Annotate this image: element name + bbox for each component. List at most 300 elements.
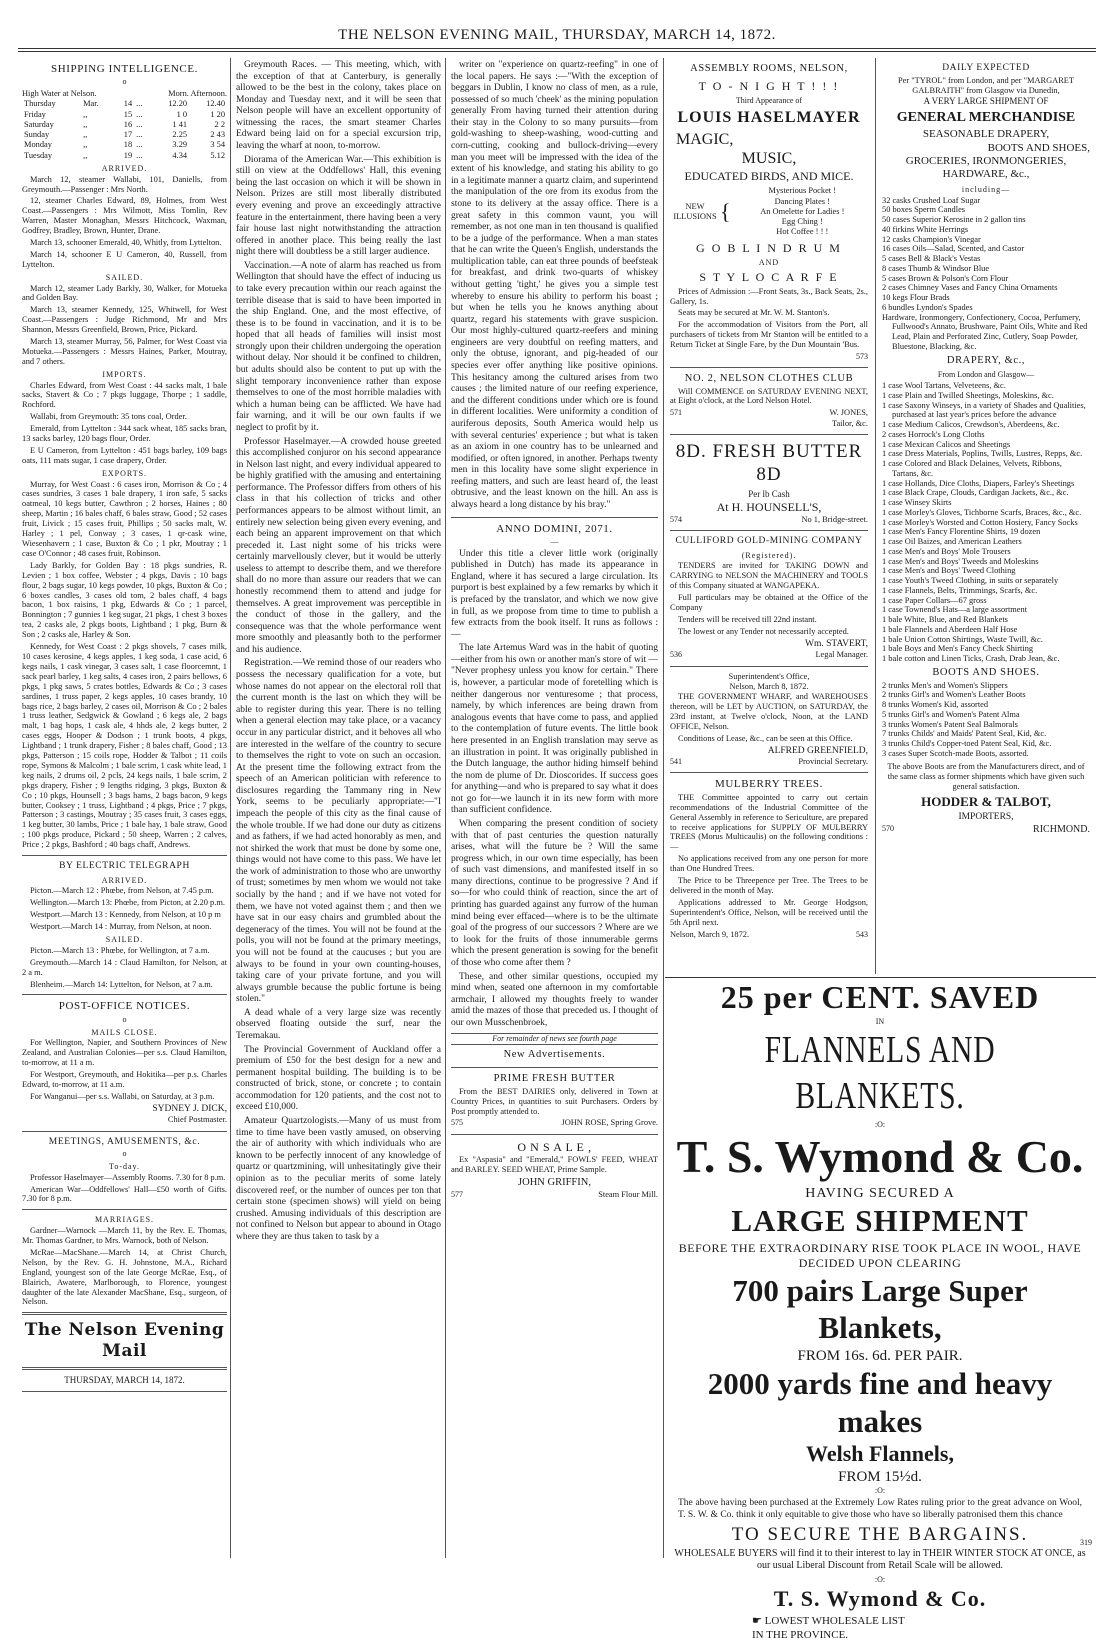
ornament: :O: <box>874 1119 886 1129</box>
drapery-item: 1 case Youth's Tweed Clothing, in suits or separately <box>882 576 1059 586</box>
meetings-heading: MEETINGS, AMUSEMENTS, &c. <box>48 1136 201 1147</box>
hodder-footer <box>882 824 1090 836</box>
merchandise-list <box>882 196 1090 352</box>
wholesale-note: WHOLESALE BUYERS will find it to their interest to lay in THEIR WINTER STOCK AT ONCE, as our usual Liberal Discount from Retail Scale will be allowed. <box>674 1548 1086 1572</box>
column-5 <box>882 60 1090 975</box>
drapery-item: 1 case Men's and Boys' Mole Trousers <box>882 546 1011 556</box>
tide-day: Monday <box>24 140 52 150</box>
fresh-butter-heading: 8D. FRESH BUTTER 8D <box>675 440 863 486</box>
drapery-item: 1 case Black Crape, Clouds, Cardigan Jackets, &c., &c. <box>882 488 1069 498</box>
assembly-heading: ASSEMBLY ROOMS, NELSON, <box>690 63 848 74</box>
groceries: GROCERIES, IRONMONGERIES, <box>905 154 1067 167</box>
music-label: MUSIC, <box>741 150 797 168</box>
today-heading: To-day. <box>108 1161 141 1171</box>
news-paragraph: Diorama of the American War.—This exhibition is still on view at the Oddfellows' Hall, this evening being the last occasion on which it will be shown in Nelson. Prizes are still most liberally distributed every evening and prove an exceedingly attractive feature in the entertainment, there having been a very fair house last night notwithstanding the attraction offered in another place. This being really the last night there will doubtless be a still larger audience. <box>236 154 441 258</box>
sailed-heading: SAILED. <box>105 272 144 282</box>
tide-row <box>22 140 227 150</box>
ad-number: 571 <box>670 408 682 418</box>
mulberry-footer <box>670 930 868 940</box>
in-province: IN THE PROVINCE. <box>752 1628 849 1641</box>
drapery-item: 2 cases Horrock's Long Cloths <box>882 429 985 439</box>
tide-date: 16 <box>123 119 133 129</box>
in-label: IN <box>875 1017 885 1027</box>
drapery-item: 1 case Morley's Gloves, Tichborne Scarfs, Braces, &c., &c. <box>882 507 1082 517</box>
ad-number: 543 <box>856 929 868 939</box>
drapery-list <box>882 381 1090 664</box>
greenfield-footer <box>670 757 868 767</box>
import-entry: Wallabi, from Greymouth: 35 tons coal, Order. <box>30 412 187 422</box>
drapery-item: 1 case Mexican Calicos and Sheetings <box>882 439 1011 449</box>
blankets-price: FROM 16s. 6d. PER PAIR. <box>797 1348 963 1365</box>
masthead-rule-2 <box>18 51 1096 52</box>
boots-list <box>882 681 1090 759</box>
tide-month: ,, <box>83 109 88 119</box>
ornament: :O: <box>874 1486 886 1496</box>
including-label: including— <box>961 184 1011 194</box>
clothes-club-title: Tailor, &c. <box>831 418 868 428</box>
export-entry: Murray, for West Coast : 6 cases iron, Morrison & Co ; 4 cases sundries, 3 cases 1 bale drapery, 1 iron safe, 5 sacks oatmeal, 10 kegs butter, Cawthron ; 2 horses, Haines ; 80 sheep, Martin ; 16 bales chaff, 6 bales straw, Good ; 52 cases fruit, Livick ; 15 cases fruit, Phillips ; 50 sacks malt, W. Harley ; 1 pel, Conway ; 3 cases, 1 qr-cask wine, Wiesenhavern ; 1 case, Buxton & Co ; 1 pkr, Moutray ; 1 case O'Connor ; 48 cases fruit, Robinson. <box>22 479 227 558</box>
wharf-conditions: Conditions of Lease, &c., can be seen at this Office. <box>678 733 853 743</box>
goblin-drum: G O B L I N D R U M <box>696 240 842 255</box>
tide-morn: 1 41 <box>172 119 188 129</box>
wholesale-list <box>670 1615 1090 1628</box>
wholesale-list-label: LOWEST WHOLESALE LIST <box>764 1615 905 1628</box>
news-paragraph: Registration.—We remind those of our readers who possess the necessary qualification for a vote, but whose names do not appear on the electoral roll that the current month is the last on which they will be able to register during this year. There is no telling when a general election may take place, or a vacancy occur in any particular district, and it behoves all who are interested in the welfare of the country to secure to themselves the right to vote on such an occasion. At the present time the following extract from the speech of an American politician with reference to disclosures regarding the Tammany ring in New York, seems to be peculiarly appropriate:—"I impeach the people of this city as the final cause of the whole trouble. If we had done our duty as citizens and as fathers, if we had acted honorably as men, and not shirked the work that must be done by some one, things would not have come to this pass. We have let the work of administration to those who are unworthy of trust; sometimes by men whom we would not take socially by the hand ; and if we have not voted for them, we have not voted against them ; and then we have sat in our easy chairs and grumbled about the degeneracy of the times. You will not be found at the polls, you will not be found at the primary meetings, you will not be found at the caucuses ; but you are always to be found in your own counting-houses, taking care of your private fortune, and you will always grumble because the public fortune is being stolen." <box>236 658 441 1005</box>
tide-date: 19 <box>123 150 133 160</box>
boots-item: 2 trunks Girl's and Women's Leather Boots <box>882 690 1026 700</box>
stavert-footer <box>670 650 868 660</box>
tide-dots: ... <box>136 109 143 119</box>
column-2-articles <box>236 60 441 1243</box>
boots-item: 8 trunks Women's Kid, assorted <box>882 700 989 710</box>
above-note: The above Boots are from the Manufacturers direct, and of the same class as former shipments which have given such general satisfaction. <box>887 761 1085 792</box>
ad-number: 575 <box>451 1118 463 1128</box>
tides-table <box>22 99 227 161</box>
daily-expected-heading: DAILY EXPECTED <box>942 63 1030 73</box>
tide-aft: 2 2 <box>214 119 225 129</box>
separator <box>670 434 868 435</box>
tide-day: Saturday <box>24 119 54 129</box>
drapery-item: 1 case Townend's Hats—a large assortment <box>882 605 1028 615</box>
blankets-offer: 700 pairs Large Super Blankets, <box>732 1272 1028 1346</box>
tide-day: Thursday <box>24 99 56 109</box>
import-entry: Charles Edward, from West Coast : 44 sacks malt, 1 bale sacks, Stavert & Co ; 7 pkgs luggage, Thorpe ; 1 saddle, Rochford. <box>22 380 227 410</box>
flannels-price: FROM 15½d. <box>838 1468 922 1485</box>
post-list <box>22 1038 227 1101</box>
drapery-item: 1 bale cotton and Linen Ticks, Crash, Drab Jean, &c. <box>882 654 1060 664</box>
sailed-list <box>22 284 227 367</box>
wymond-signature: T. S. Wymond & Co. <box>773 1586 987 1612</box>
mulberry-date: Nelson, March 9, 1872. <box>670 929 750 939</box>
column-rule <box>445 58 446 1558</box>
separator <box>22 1391 227 1392</box>
drapery-item: 1 case Men's and Boys' Tweed Clothing <box>882 566 1016 576</box>
telegraph-arrival: Westport.—March 13 : Kennedy, from Nelson, at 10 p m <box>30 910 221 920</box>
tenders-text: TENDERS are invited for TAKING DOWN and CARRYING to NELSON the MACHINERY and TOOLS of this Company situated at WANGAPEKA. <box>670 561 868 591</box>
imports-heading: IMPORTS. <box>102 369 147 379</box>
postmaster-signature: SYDNEY J. DICK, <box>152 1103 227 1114</box>
boots-and-shoes: BOOTS AND SHOES, <box>987 141 1090 154</box>
paper-title: The Nelson Evening Mail <box>24 1320 225 1362</box>
culliford-heading: CULLIFORD GOLD-MINING COMPANY <box>675 536 863 547</box>
mails-close-heading: MAILS CLOSE. <box>91 1027 158 1037</box>
column-rule <box>230 58 231 1558</box>
tide-morn: 4.34 <box>172 150 188 160</box>
tide-row <box>22 151 227 161</box>
purchased-note: The above having been purchased at the Extremely Low Rates ruling prior to the great advance on Wool, T. S. W. & Co. think it only equitable to give those who have so liberally patronised them this chance <box>678 1497 1082 1520</box>
drapery-item: 1 case Plain and Twilled Sheetings, Moleskins, &c. <box>882 390 1054 400</box>
hounsell-footer <box>670 515 868 525</box>
wharf-text: THE GOVERNMENT WHARF, and WAREHOUSES thereon, will be LET by AUCTION, on SATURDAY, the 23rd instant, at Twelve o'clock, Noon, at the LAND OFFICE, Nelson. <box>670 692 868 731</box>
ad-number: 541 <box>670 757 682 767</box>
merchandise-item: 5 cases Brown & Polson's Corn Flour <box>882 273 1009 283</box>
tenders-date: Tenders will be received till 22nd instant. <box>678 614 817 624</box>
third-appearance: Third Appearance of <box>735 96 803 106</box>
arrival-entry: March 13, schooner Emerald, 40, Whitly, from Lyttelton. <box>30 238 222 248</box>
news-paragraph: A dead whale of a very large size was recently observed floating outside the surf, near the Teremakau. <box>236 1007 441 1041</box>
tide-month: ,, <box>83 150 88 160</box>
mulberry-condition-1: No applications received from any one person for more than One Hundred Trees. <box>670 854 868 874</box>
ornament: o <box>122 1149 127 1159</box>
import-entry: E U Cameron, from Lyttelton : 451 bags barley, 109 bags oats, 111 mats sugar, 1 case drapery, Order. <box>22 446 227 465</box>
tide-aft: 2 43 <box>210 130 225 140</box>
drapery-item: 1 case Medium Calicos, Crewdson's, Aberdeens, &c. <box>882 420 1060 430</box>
anno-paragraph: These, and other similar questions, occupied my mind when, seated one afternoon in my comfortable armchair, I allowed my thoughts freely to wander amid the mazes of those that preceded us. I thought of our own Musschenbroek, <box>451 971 658 1028</box>
tides-header <box>22 89 227 99</box>
super-date: Nelson, March 8, 1872. <box>729 681 809 691</box>
having-secured: HAVING SECURED A <box>805 1186 955 1202</box>
tide-morn: 3.29 <box>172 140 188 150</box>
column-3 <box>451 60 658 1558</box>
tide-dots: ... <box>136 150 143 160</box>
export-entry: Kennedy, for West Coast : 2 pkgs shovels, 7 cases milk, 10 cases kerosine, 4 kegs apples, 1 keg soda, 1 case acid, 6 kegs nails, 1 cask vinegar, 3 cases salt, 1 case floorcemnt, 1 sack pearl barley, 1 keg salts, 4 cases iron, 2 pairs bellows, 6 pkgs, 1 pkg saws, 5 crates bottles, Edwards & Co ; 3 cases sardines, 1 truss paper, 2 kegs apples, 10 cases brandy, 10 bags rice, 2 bags barley, 2 cases oil, Morrison & Co ; 2 bales 1 truss leather, Sedgwick & Gowland ; 6 kegs ale, 2 bags malt, 1 bag hops, 1 cask ale, 4 hhds ale, 2 kegs butter, 2 cases eggs, Hooper & Dodson ; 1 trunk boots, 4 pkgs, Lightband ; 1 trunk drapery, Fisher ; 8 bales chaff, Good ; 13 pkgs, Patterson ; 15 coils rope, Hodder & Talbot ; 11 coils rope, Symons & Malcolm ; 1 bale scrim, 1 cask white lead, 1 keg nails, 2 drums oil, 2 pcls, 24 kegs nails, 1 bale scrim, 2 pkgs drapery, Fisher ; 9 lengths ridging, 3 pkgs, Buxton & Co ; 10 pkgs, Hounsell ; 3 bags hams, 2 bags bacon, 9 kegs butter, Cooksey ; 1 truss, Lightband ; 4 pkgs, Price ; 7 pkgs, Patterson ; 3 castings, Moutray ; 35 cases fruit, 3 cases eggs, 1 keg butter, 30 lambs, Price ; 1 bale hay, 1 bale straw, Good ; 100 pkgs produce, Pickard ; 50 sheep, Warren ; 2 calves, Price ; 2 pkgs, Bashford ; 40 bags chaff, Andrews. <box>22 642 227 850</box>
ad-number: 536 <box>670 650 682 660</box>
sale-ad-heading: O N S A L E , <box>517 1139 592 1154</box>
ad-number: 573 <box>856 352 868 362</box>
anno-domini-heading: ANNO DOMINI, 2071. <box>496 522 613 535</box>
tide-date: 17 <box>123 130 133 140</box>
drapery-item: 1 bale Boys and Men's Fancy Check Shirting <box>882 644 1034 654</box>
tide-month: ,, <box>83 119 88 129</box>
merchandise-item: 50 boxes Sperm Candles <box>882 205 966 215</box>
mail-entry: For Wanganui—per s.s. Wallabi, on Saturday, at 3 p.m. <box>30 1091 215 1101</box>
telegraph-arrived-list <box>22 886 227 932</box>
stavert-title: Legal Manager. <box>815 650 868 660</box>
magic-label: MAGIC, <box>676 130 734 148</box>
tide-dots: ... <box>136 130 143 140</box>
sailing-entry: March 13, steamer Kennedy, 125, Whitwell, for West Coast.—Passengers : Judge Richmond, Mr and Mrs Shannon, Messrs Greenfield, Brown, Price, Pickard. <box>22 305 227 335</box>
birds-label: EDUCATED BIRDS, AND MICE. <box>684 168 854 183</box>
butter-ad-signature: JOHN ROSE, Spring Grove. <box>561 1118 658 1128</box>
ornament: o <box>122 1014 127 1024</box>
telegraph-sailing: Blenheim.—March 14: Lyttelton, for Nelson, at 7 a.m. <box>30 979 213 989</box>
ornament: o <box>122 77 127 87</box>
sailing-entry: March 13, steamer Murray, 56, Palmer, for West Coast via Motueka.—Passengers : Messrs Haines, Parker, Moutray, and 7 others. <box>22 337 227 366</box>
greenfield-title: Provincial Secretary. <box>798 757 868 767</box>
new-ads-heading: New Advertisements. <box>503 1049 606 1061</box>
drapery-item: 1 case Dress Materials, Poplins, Twills, Lustres, Repps, &c. <box>882 449 1083 459</box>
separator <box>670 530 868 531</box>
tide-date: 18 <box>123 140 133 150</box>
drapery-item: 1 case Flannels, Belts, Trimmings, Scarfs, &c. <box>882 585 1038 595</box>
stylocarfe: S T Y L O C A R F E <box>699 269 839 284</box>
ornament: :O: <box>874 1574 886 1584</box>
mulberry-applications: Applications addressed to Mr. George Hodgson, Superintendent's Office, Nelson, will be received until the 5th April next. <box>670 897 868 927</box>
tide-row <box>22 120 227 130</box>
general-merchandise: GENERAL MERCHANDISE <box>896 110 1076 126</box>
column-3-articles <box>451 60 658 512</box>
richmond-label: RICHMOND. <box>1033 823 1090 835</box>
telegraph-arrival: Picton.—March 12 : Phœbe, from Nelson, at 7.45 p.m. <box>30 886 214 896</box>
secure-bargains: TO SECURE THE BARGAINS. <box>731 1524 1029 1546</box>
wymond-advertisement <box>670 978 1090 1642</box>
export-entry: Lady Barkly, for Golden Bay : 18 pkgs sundries, R. Levien ; 1 box coffee, Webster ; 4 pkgs, Davis ; 10 bags flour, 2 bags sugar, 10 kegs powder, 10 pkgs, Buxton & Co ; 6 boxes candles, 3 cases old tom, 2 bales chaff, 4 bags bacon, 1 box raisins, 1 pkg, Edwards & Co ; 1 parcel, Bonnington ; 7 gunnies 1 keg sugar, 21 pkgs, 1 chest 3 boxes tea, 2 casks ale, 2 pkgs boots, Lightband ; 1 pkg, Burn & Son ; 2 casks ale, Harley & Son. <box>22 560 227 640</box>
saved-heading: 25 per CENT. SAVED <box>720 979 1040 1015</box>
tide-dots: ... <box>136 140 143 150</box>
clothes-club-signature: W. JONES, <box>829 408 868 418</box>
boots-item: 2 trunks Men's and Women's Slippers <box>882 680 1008 690</box>
imports-list <box>22 381 227 466</box>
column-rule <box>875 58 876 974</box>
arrived-heading: ARRIVED. <box>101 163 148 173</box>
brace-icon: { <box>720 198 731 224</box>
tide-aft: 3 54 <box>210 140 225 150</box>
separator <box>451 1067 658 1068</box>
post-heading: POST-OFFICE NOTICES. <box>58 1000 191 1013</box>
haselmayer-name: LOUIS HASELMAYER <box>677 109 861 127</box>
telegraph-heading: BY ELECTRIC TELEGRAPH <box>59 861 190 872</box>
ad-number: 574 <box>670 514 682 524</box>
mail-entry: For Westport, Greymouth, and Hokitika—per p.s. Charles Edward, to-morrow, at 11 a.m. <box>22 1070 227 1089</box>
tides-cols: Morn. Afternoon. <box>168 89 227 99</box>
separator <box>670 772 868 773</box>
sale-ad-text: Ex "Aspasia" and "Emerald," FOWLS' FEED, WHEAT and BARLEY. SEED WHEAT, Prime Sample. <box>451 1155 658 1175</box>
merchandise-item: 10 kegs Flour Brads <box>882 293 950 302</box>
separator <box>670 666 868 667</box>
exports-heading: EXPORTS. <box>101 468 148 478</box>
news-paragraph: Greymouth Races. — This meeting, which, with the exception of that at Canterbury, is generally allowed to be the best in the colony, takes place on Monday and Tuesday next, and it will be seen that Nelson people will have an excellent opportunity of witnessing the races, the smart steamer Charles Edward being laid on for a special excursion trip, leaving the wharf at noon, to-morrow. <box>236 60 441 152</box>
illusion-item: Mysterious Pocket ! <box>768 186 837 196</box>
clothes-club-footer <box>670 408 868 418</box>
tide-date: 14 <box>123 99 133 109</box>
tide-aft: 1 20 <box>210 109 225 119</box>
tide-day: Friday <box>24 109 46 119</box>
hounsell-address: No 1, Bridge-street. <box>801 514 868 524</box>
tide-morn: 12.20 <box>168 99 188 109</box>
and-label: AND <box>758 258 780 268</box>
shipping-heading: SHIPPING INTELLIGENCE. <box>50 63 199 75</box>
per-ships: Per "TYROL" from London, and per "MARGARET GALBRAITH" from Glasgow via Dunedin, <box>897 75 1075 95</box>
boots-heading: BOOTS AND SHOES. <box>932 666 1040 678</box>
anno-paragraph: When comparing the present condition of society with that of past centuries the question naturally arises, what will the future be ? Will the same progress which, in our own time especially, has been of such vast dimensions, and manifested itself in so many directions, continue to be progressive ? And if so—for who could think of reaction, since the art of printing has guarded against any furrow of the human mind being ever effaced—where is to be the ultimate goal of the progress of our successors ? Where are we to look for the fruits of those innumerable germs which the present generation is sowing for the benefit of those who come after them ? <box>451 819 658 968</box>
seats-note: Seats may be secured at Mr. W. M. Stanton's. <box>678 308 830 318</box>
telegraph-sailed-list <box>22 946 227 990</box>
hodder-talbot: HODDER & TALBOT, <box>921 794 1051 810</box>
ad-number: 570 <box>882 823 894 833</box>
flannels-blankets: FLANNELS AND BLANKETS. <box>764 1028 996 1118</box>
tide-row <box>22 130 227 140</box>
drapery-item: 1 case Saxony Winseys, in a variety of Shades and Qualities, purchased at last year's prices before the advance <box>882 400 1086 420</box>
remainder-note: For remainder of news see fourth page <box>451 1033 658 1045</box>
drapery-item: 1 case Wool Tartans, Velveteens, &c. <box>882 381 1006 391</box>
drapery-item: 1 case Colored and Black Delaines, Velvets, Ribbons, Tartans, &c. <box>882 459 1062 478</box>
from-london: From London and Glasgow— <box>937 370 1035 380</box>
tonight-heading: T O - N I G H T ! ! ! <box>698 78 840 93</box>
page-number: 319 <box>1080 1538 1092 1547</box>
registered-label: (Registered). <box>741 550 797 560</box>
butter-ad-footer <box>451 1118 658 1128</box>
boots-item: 7 trunks Childs' and Maids' Patent Seal, Kid, &c. <box>882 729 1047 739</box>
marriages-list <box>22 1226 227 1307</box>
tide-month: ,, <box>83 140 88 150</box>
tide-aft: 5.12 <box>210 150 225 160</box>
before-rise: BEFORE THE EXTRAORDINARY RISE TOOK PLACE IN WOOL, HAVE DECIDED UPON CLEARING <box>678 1241 1082 1270</box>
telegraph-sailing: Picton.—March 13 : Phœbe, for Wellington, at 7 a.m. <box>30 945 210 955</box>
illusion-item: Dancing Plates ! <box>774 196 830 206</box>
separator <box>22 1312 227 1315</box>
separator <box>22 1131 227 1132</box>
arrival-entry: 12, steamer Charles Edward, 89, Holmes, from West Coast.—Passengers : Mrs Wilmott, Miss Tomlin, Rev Warren, Master Monaghan, Messrs Hitchcock, Waxman, Godfrey, Bradley, Brown, Hunter, Drane. <box>22 196 227 236</box>
separator <box>670 367 868 368</box>
arrived-list <box>22 175 227 270</box>
tide-month: Mar. <box>83 99 99 109</box>
drapery-item: 1 case Paper Collars—67 gross <box>882 595 987 605</box>
marriage-entry: Gardner—Warnock —March 11, by the Rev. E. Thomas, Mr. Thomas Gardner, to Mrs. Warnock, both of Nelson. <box>22 1226 227 1246</box>
masthead-rule <box>18 48 1096 49</box>
drapery-item: 1 bale Union Cotton Shirtings, Waste Twill, &c. <box>882 634 1043 644</box>
wymond-name: T. S. Wymond & Co. <box>676 1131 1084 1183</box>
anno-domini-article <box>451 549 658 1030</box>
meeting-entry: Professor Haselmayer—Assembly Rooms. 7.30 for 8 p.m. <box>30 1172 226 1182</box>
pointing-hand-icon: ☛ <box>752 1615 765 1628</box>
welsh-flannels: Welsh Flannels, <box>806 1441 954 1467</box>
butter-ad-heading: PRIME FRESH BUTTER <box>493 1072 616 1084</box>
marriages-heading: MARRIAGES. <box>94 1215 155 1225</box>
boots-item: 3 cases Super Scotch-made Boots, assorted. <box>882 748 1029 758</box>
sale-ad-footer <box>451 1190 658 1200</box>
mulberry-text: THE Committee appointed to carry out certain recommendations of the Industrial Committee of the General Assembly in reference to Sericulture, are prepared to receive applications for SUPPLY OF MULBERRY TREES (Morus Multicaulis) on the following conditions :— <box>670 792 868 852</box>
mulberry-heading: MULBERRY TREES. <box>714 778 824 791</box>
column-4 <box>670 60 868 975</box>
tide-dots: ... <box>136 99 143 109</box>
large-shipment: LARGE SHIPMENT <box>731 1203 1029 1239</box>
sale-ad-signature: JOHN GRIFFIN, <box>518 1177 591 1189</box>
boots-item: 3 trunks Women's Patent Seal Balmorals <box>882 719 1018 729</box>
butter-ad-text: From the BEST DAIRIES only, delivered in Town at Country Prices, in quantities to suit Purchasers. Orders by Post promptly attended to. <box>451 1086 658 1116</box>
postmaster-title: Chief Postmaster. <box>167 1115 227 1125</box>
visitors-note: For the accommodation of Visitors from the Port, all purchasers of tickets from Mr Stanton will be entitled to a Return Ticket at Single Fare, by the Dun Mountain 'Bus. <box>670 320 868 350</box>
yards-offer: 2000 yards fine and heavy makes <box>707 1366 1053 1440</box>
merchandise-item: 32 casks Crushed Loaf Sugar <box>882 195 981 205</box>
tide-row <box>22 99 227 109</box>
merchandise-item: 40 firkins White Herrings <box>882 224 969 234</box>
separator <box>451 517 658 518</box>
column-rule <box>663 58 664 1558</box>
boots-item: 3 trunks Child's Copper-toed Patent Seal, Kid, &c. <box>882 739 1052 749</box>
arrival-entry: March 12, steamer Wallabi, 101, Daniells, from Greymouth.—Passenger : Mrs North. <box>22 174 227 194</box>
illusion-item: Hot Coffee ! ! ! <box>776 227 829 237</box>
telegraph-arrived-heading: ARRIVED. <box>101 875 148 885</box>
tides-label: High Water at Nelson. <box>22 89 97 99</box>
tenders-lowest: The lowest or any Tender not necessarily accepted. <box>678 626 849 636</box>
illusions-block <box>670 186 868 237</box>
large-shipment-label: A VERY LARGE SHIPMENT OF <box>923 96 1049 107</box>
drapery-item: 1 case Hollands, Dice Cloths, Diapers, Farley's Sheetings <box>882 478 1075 488</box>
illusion-item: An Omelette for Ladies ! <box>760 206 845 216</box>
hounsell-name: At H. HOUNSELL'S, <box>716 500 822 515</box>
news-paragraph: Vaccination.—A note of alarm has reached us from Wellington that should have the effect of inducing us to take every precaution within our reach against the terrible disease that is said to have been imported in the ship England. One, and the most effective, of these is to be found in vaccination, and it is to be hoped that all heads of families will insist most strongly upon their children undergoing the operation without delay. Nor should it be confined to children, but adults should also be content to put up with the slight temporary inconvenience rather than expose themselves to one of the most horrible maladies with which a human being can be afflicted. We have had fair warning, and it will be our own faults if we neglect to profit by it. <box>236 260 441 433</box>
import-entry: Emerald, from Lyttelton : 344 sack wheat, 185 sacks bran, 13 sacks barley, 120 bags flour, Order. <box>22 424 227 444</box>
mulberry-condition-2: The Price to be Threepence per Tree. The Trees to be delivered in the month of May. <box>670 876 868 895</box>
boots-item: 5 trunks Girl's and Women's Patent Alma <box>882 709 1020 719</box>
merchandise-item: 2 cases Chimney Vases and Fancy China Ornaments <box>882 283 1058 293</box>
telegraph-sailed-heading: SAILED. <box>105 935 144 945</box>
ornament: — <box>550 536 559 546</box>
masthead-title: THE NELSON EVENING MAIL, THURSDAY, MARCH 14, 1872. <box>338 27 776 43</box>
importers-label: IMPORTERS, <box>958 812 1014 823</box>
news-paragraph: Professor Haselmayer.—A crowded house greeted this accomplished conjuror on his second appearance in Nelson last night, and every individual appeared to be highly gratified with the amusing and entertaining performance. The Professor differs from others of his class in that his collection of tricks and other performances appears to be almost without limit, an entirely new selection being given every evening, and each being an apparent improvement on that which preceded it. Last night some of his tricks were certainly marvellously clever, but it would be utterly useless to attempt to describe them, and we therefore shall do no more than assure our readers that we can honestly recommend them to attend and judge for themselves. A great improvement was perceptible in the conduct of those in the gallery, and the consequence was that the whole performance went more smoothly and pleasantly both to the performer and his audience. <box>236 436 441 655</box>
separator <box>22 994 227 995</box>
drapery-item: 1 case Men's Fancy Florentine Shirts, 19 dozen <box>882 527 1041 537</box>
illusions-label: NEW ILLUSIONS <box>673 201 717 221</box>
merchandise-item: 6 bundles Lyndon's Spades <box>882 302 973 312</box>
greenfield-signature: ALFRED GREENFIELD, <box>767 745 868 756</box>
tide-day: Sunday <box>24 130 50 140</box>
separator <box>22 855 227 856</box>
telegraph-sailing: Greymouth.—March 14 : Claud Hamilton, for Nelson, at 2 a m. <box>22 957 227 977</box>
news-paragraph: Amateur Quartzologists.—Many of us must from time to time have been vastly amused, on observing the air of authority with which individuals who are known to be perfectly innocent of any knowledge of quartz or quartzmining, will unhesitatingly give their opinion as to the peculiar merits of some lately discovered reef, or the number of ounces per ton that certain stone (specimen shows) will yield on being crushed. Amusing individuals of this description are not confined to Nelson but appear to abound in Otago where they are thus taken to task by a <box>236 1116 441 1242</box>
tide-row <box>22 110 227 120</box>
anno-paragraph: The late Artemus Ward was in the habit of quoting—either from his own or another man's store of wit — "Never prophesy unless you know for certain." There is, however, a particular mode of foretelling which is neither dangerous nor venturesome ; that process, namely, by which inferences are being drawn from analogous events that have come to pass, and applied to the contemplation of future events. The little book here presented in an English translation may serve as an illustration in point. It was originally published in the Dutch language, the author hiding himself behind the nom de plume of Dr. Dioscorides. If success goes for anything—and who is prepared to say what it does not go for—we launch it in its new form with more than sufficient confidence. <box>451 643 658 816</box>
drapery-item: 1 case Morley's Worsted and Cotton Hosiery, Fancy Socks <box>882 517 1078 527</box>
clothes-club-text: Will COMMENCE on SATURDAY EVENING NEXT, at Eight o'clock, at the Lord Nelson Hotel. <box>670 386 868 406</box>
merchandise-item: 16 cases Oils—Salad, Scented, and Castor <box>882 244 1025 254</box>
mail-entry: For Wellington, Napier, and Southern Provinces of New Zealand, and Australian Colonies—per s.s. Claud Hamilton, to-morrow, at 11 a m. <box>22 1038 227 1068</box>
meetings-list <box>22 1173 227 1205</box>
sale-ad-place: Steam Flour Mill. <box>598 1189 658 1199</box>
meeting-entry: American War—Oddfellows' Hall—£50 worth of Gifts. 7.30 for 8 p.m. <box>22 1184 227 1204</box>
paper-date: THURSDAY, MARCH 14, 1872. <box>64 1374 185 1385</box>
drapery-item: 1 bale Flannels and Aberdeen Half Hose <box>882 624 1018 634</box>
merchandise-item: Hardware, Ironmongery, Confectionery, Cocoa, Perfumery, Fullwood's Annato, Brushware, Paint Oils, White and Red Lead, Plain and Perforated Zinc, Cutlery, Soap Powder, Bluestone, Blacking, &c. <box>882 312 1088 351</box>
anno-paragraph: Under this title a clever little work (originally published in Dutch) has made its appearance in England, where it has secured a large circulation. Its purport is best explained by a few remarks by which it is prefaced by the translator, and which we now give in full, as we propose from time to time to publish a few extracts from the book itself. It runs as follows :— <box>451 548 658 640</box>
illusion-item: Egg Ching ! <box>781 217 823 227</box>
separator <box>451 1134 658 1135</box>
tide-day: Tuesday <box>24 150 53 160</box>
news-paragraph: writer on "experience on quartz-reefing" in one of the local papers. He says :—"With the exception of beggars in Dublin, I know no class of men, as a rule, possessed of so much 'cheek' as the mining population generally From having turned their attention during their stay in the Colony to so many pursuits—from gold-washing to sheep-washing, wood-cutting and corn-cutting, cooking and bullock-driving—every man you meet will be impressed with the idea of the extent of his knowledge, and stating his ability to go in a legitimate manner a quartz claim, and superintend the manipulation of the ore from its exodus from the stone to its delivery at the assay office. There is a great safety in this common vaunt, you will remember, as not one man in ten thousand is qualified to be a judge of the performance. When a man states that he can write the Queen's English, understands the multiplication table, can eat three pounds of beefsteak for breakfast, and drink two-quarts of whiskey without getting 'tight,' he gives you a simple test whereby to ensure his ability to perform his boast ; but when he tells you he knows anything about quartz, regard his statements with grave suspicion. Our most highly-cultured quartz-reefers and mining engineers are very doubtful on reefing matters, and only the obtuse, ignorant, and pig-headed of our species ever offer anything like positive opinions. This hesitancy among the cultured arises from two causes ; the limited nature of our reefing experience, and the different conditions under which ore is found in different localities. Were uniformity a condition of auriferous deposits, South America would help us with several centuries' experience ; but what is taken as an axiom in one country has to be unlearned and modified, or often ignored, in another. Perhaps twenty men in this locality have some slight experience in reefing matters, and such are least heard of, the least obtrusive, and the least known on the hill. An ass is always heard a long distance by his bray." <box>451 60 658 510</box>
telegraph-arrival: Wellington.—March 13: Phœbe, from Picton, at 2.20 p.m. <box>30 898 225 908</box>
merchandise-item: 12 casks Champion's Vinegar <box>882 234 981 244</box>
sailing-entry: March 12, steamer Lady Barkly, 30, Walker, for Motueka and Golden Bay. <box>22 283 227 303</box>
seasonable-drapery: SEASONABLE DRAPERY, <box>922 128 1050 141</box>
admission-prices: Prices of Admission :—Front Seats, 3s., Back Seats, 2s., Gallery, 1s. <box>670 286 868 306</box>
tide-morn: 2.25 <box>172 130 188 140</box>
drapery-item: 1 case Winsey Skirts <box>882 498 952 508</box>
tenders-particulars: Full particulars may be obtained at the Office of the Company <box>670 593 868 613</box>
merchandise-item: 5 cases Bell & Black's Vestas <box>882 254 981 263</box>
ad-number: 577 <box>451 1189 463 1199</box>
marriage-entry: McRae—MacShane.—March 14, at Christ Church, Nelson, by the Rev. G. H. Johnstone, M.A., Richard England, youngest son of the late George McRae, Esq., of Blairich, Awatere, Marlborough, to Florence, youngest daughter of the late Alexander MacShane, Esq., surgeon, of Nelson. <box>22 1247 227 1307</box>
merchandise-item: 8 cases Thumb & Windsor Blue <box>882 263 990 273</box>
drapery-item: 1 bale White, Blue, and Red Blankets <box>882 615 1008 625</box>
tide-date: 15 <box>123 109 133 119</box>
illusions-list <box>737 186 868 237</box>
news-paragraph: The Provincial Government of Auckland offer a premium of £50 for the best design for a new and permanent hospital building. The building is to be constructed of brick, stone, or concrete ; to contain accommodation for 120 patients, and the cost not to exceed £10,000. <box>236 1044 441 1113</box>
tide-month: ,, <box>83 130 88 140</box>
clothes-club-heading: NO. 2, NELSON CLOTHES CLUB <box>684 372 854 384</box>
drapery-heading: DRAPERY, &c., <box>946 354 1026 366</box>
stavert-signature: Wm. STAVERT, <box>805 638 868 649</box>
